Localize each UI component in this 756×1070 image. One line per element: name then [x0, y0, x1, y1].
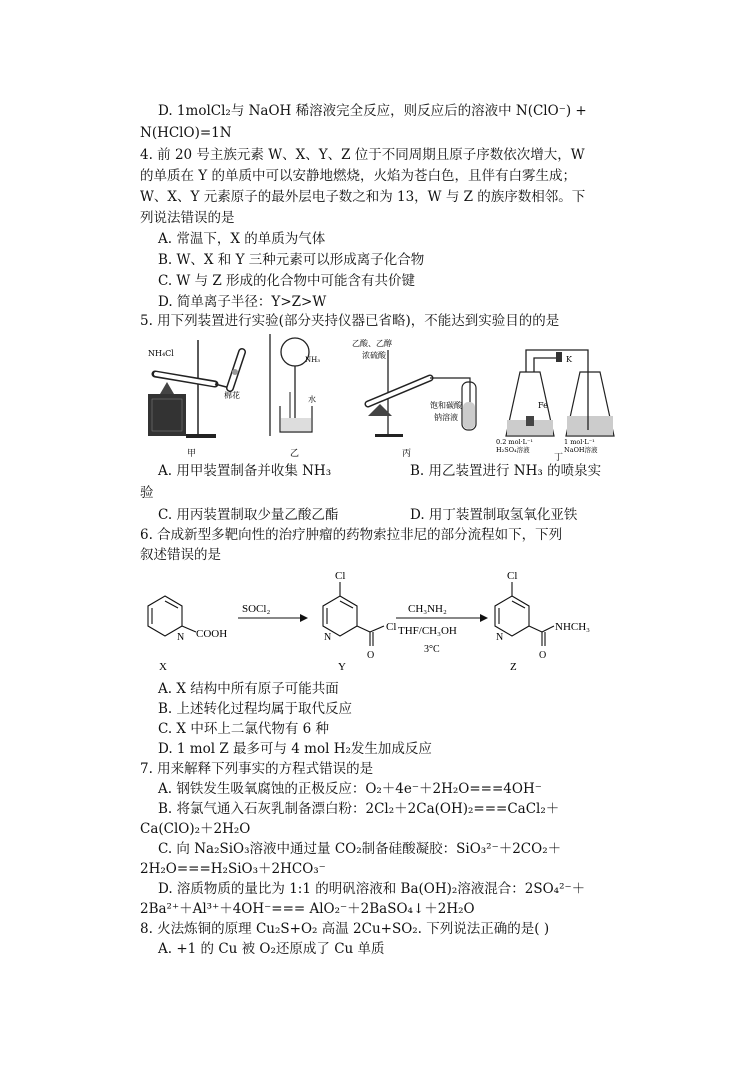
- q6-stem-2: 叙述错误的是: [140, 547, 221, 563]
- z-nhch3: NHCH₃: [555, 621, 591, 633]
- water-label: 水: [308, 395, 316, 404]
- y-chlorine-acyl: Cl: [386, 621, 397, 633]
- q6-option-a: A. X 结构中所有原子可能共面: [158, 681, 339, 697]
- q7-option-d-cont: 2Ba²⁺＋Al³⁺＋4OH⁻=== AlO₂⁻＋2BaSO₄↓＋2H₂O: [140, 901, 475, 917]
- q7-stem: 7. 用来解释下列事实的方程式错误的是: [140, 761, 374, 777]
- q7-option-b-cont: Ca(ClO)₂＋2H₂O: [140, 821, 251, 837]
- naoh-label-1: 1 mol·L⁻¹: [564, 438, 595, 446]
- label-y: Y: [338, 661, 346, 673]
- y-nitrogen: N: [324, 632, 332, 643]
- compound-x: [148, 596, 196, 636]
- h2so4-label-1: 0.2 mol·L⁻¹: [496, 438, 533, 446]
- q6-option-c: C. X 中环上二氯代物有 6 种: [158, 721, 330, 737]
- q7-option-a: A. 钢铁发生吸氧腐蚀的正极反应：O₂＋4e⁻＋2H₂O===4OH⁻: [158, 781, 542, 797]
- q4-option-a: A. 常温下，X 的单质为气体: [158, 231, 326, 247]
- q6-option-b: B. 上述转化过程均属于取代反应: [158, 701, 353, 717]
- q6-option-d: D. 1 mol Z 最多可与 4 mol H₂发生加成反应: [158, 741, 432, 757]
- ding-label: 丁: [554, 453, 564, 462]
- q5-option-d: D. 用丁装置制取氢氧化亚铁: [410, 507, 578, 523]
- bing-label: 丙: [402, 449, 412, 459]
- compound-z: [495, 582, 554, 646]
- q5-option-c: C. 用丙装置制取少量乙酸乙酯: [158, 507, 339, 523]
- q4-option-d: D. 简单离子半径：Y>Z>W: [158, 294, 327, 310]
- y-oxygen: O: [367, 650, 375, 661]
- reagent-solvent: THF/CH₃OH: [398, 625, 457, 637]
- q5-option-b-cont: 验: [140, 485, 154, 501]
- h2so4-label-2: H₂SO₄溶液: [496, 446, 530, 454]
- x-nitrogen: N: [177, 632, 185, 643]
- na2co3-label-1: 饱和碳酸: [430, 401, 462, 410]
- q4-stem-4: 列说法错误的是: [140, 210, 235, 226]
- q6-stem-1: 6. 合成新型多靶向性的治疗肿瘤的药物索拉非尼的部分流程如下，下列: [140, 527, 563, 543]
- q4-stem-2: 的单质在 Y 的单质中可以安静地燃烧，火焰为苍白色，且伴有白雾生成；: [140, 168, 576, 184]
- nh3-label: NH₃: [305, 356, 321, 364]
- q7-option-c: C. 向 Na₂SiO₃溶液中通过量 CO₂制备硅酸凝胶：SiO₃²⁻＋2CO₂＋: [158, 841, 562, 857]
- na2co3-label-2: 钠溶液: [434, 413, 458, 422]
- x-cooh: COOH: [196, 628, 228, 640]
- acid-label-1: 乙酸、乙醇: [352, 339, 392, 348]
- fe-label: Fe: [538, 401, 548, 410]
- z-chlorine-top: Cl: [507, 570, 518, 582]
- q7-option-d: D. 溶质物质的量比为 1:1 的明矾溶液和 Ba(OH)₂溶液混合：2SO₄²⁻＋: [158, 881, 586, 897]
- mianhua-label: 棉花: [224, 391, 240, 400]
- q4-stem-3: W、X、Y 元素原子的最外层电子数之和为 13，W 与 Z 的族序数相邻。下: [140, 189, 586, 205]
- reagent-socl2: SOCl₂: [242, 603, 271, 615]
- compound-y: [323, 582, 384, 646]
- q8-stem: 8. 火法炼铜的原理 Cu₂S+O₂ 高温 2Cu+SO₂. 下列说法正确的是( ): [140, 921, 550, 937]
- q8-option-a: A. +1 的 Cu 被 O₂还原成了 Cu 单质: [158, 941, 385, 957]
- q4-stem-1: 4. 前 20 号主族元素 W、X、Y、Z 位于不同周期且原子序数依次增大，W: [140, 147, 585, 163]
- label-z: Z: [510, 661, 517, 673]
- q4-option-c: C. W 与 Z 形成的化合物中可能含有共价键: [158, 273, 416, 289]
- nh4cl-label: NH₄Cl: [148, 349, 174, 358]
- q7-option-b: B. 将氯气通入石灰乳制备漂白粉：2Cl₂＋2Ca(OH)₂===CaCl₂＋: [158, 801, 560, 817]
- q3-option-d-cont: N(HClO)=1N: [140, 125, 232, 141]
- q3-option-d: D. 1molCl₂与 NaOH 稀溶液完全反应，则反应后的溶液中 N(ClO⁻) +: [158, 103, 587, 119]
- jia-label: 甲: [187, 449, 197, 459]
- label-x: X: [159, 661, 167, 673]
- z-oxygen: O: [539, 650, 547, 661]
- apparatus-ding: [496, 350, 614, 462]
- k-label: K: [566, 355, 572, 364]
- q5-stem: 5. 用下列装置进行实验(部分夹持仪器已省略)，不能达到实验目的的是: [140, 313, 560, 329]
- reaction-scheme: [140, 566, 620, 682]
- q7-option-c-cont: 2H₂O===H₂SiO₃＋2HCO₃⁻: [140, 861, 326, 877]
- reagent-temp: 3°C: [424, 644, 440, 655]
- q5-option-a: A. 用甲装置制备并收集 NH₃: [158, 463, 332, 479]
- yi-label: 乙: [290, 449, 300, 459]
- reagent-ch3nh2: CH₃NH₂: [408, 603, 447, 615]
- q4-option-b: B. W、X 和 Y 三种元素可以形成离子化合物: [158, 252, 425, 268]
- z-nitrogen: N: [496, 632, 504, 643]
- y-chlorine-top: Cl: [335, 570, 346, 582]
- q5-option-b: B. 用乙装置进行 NH₃ 的喷泉实: [410, 463, 602, 479]
- apparatus-jia: [148, 340, 242, 459]
- naoh-label-2: NaOH溶液: [564, 446, 598, 454]
- apparatus-bing: [352, 338, 476, 459]
- apparatus-yi: [270, 334, 320, 459]
- acid-label-2: 浓硫酸: [362, 351, 386, 360]
- apparatus-figure: [140, 332, 620, 462]
